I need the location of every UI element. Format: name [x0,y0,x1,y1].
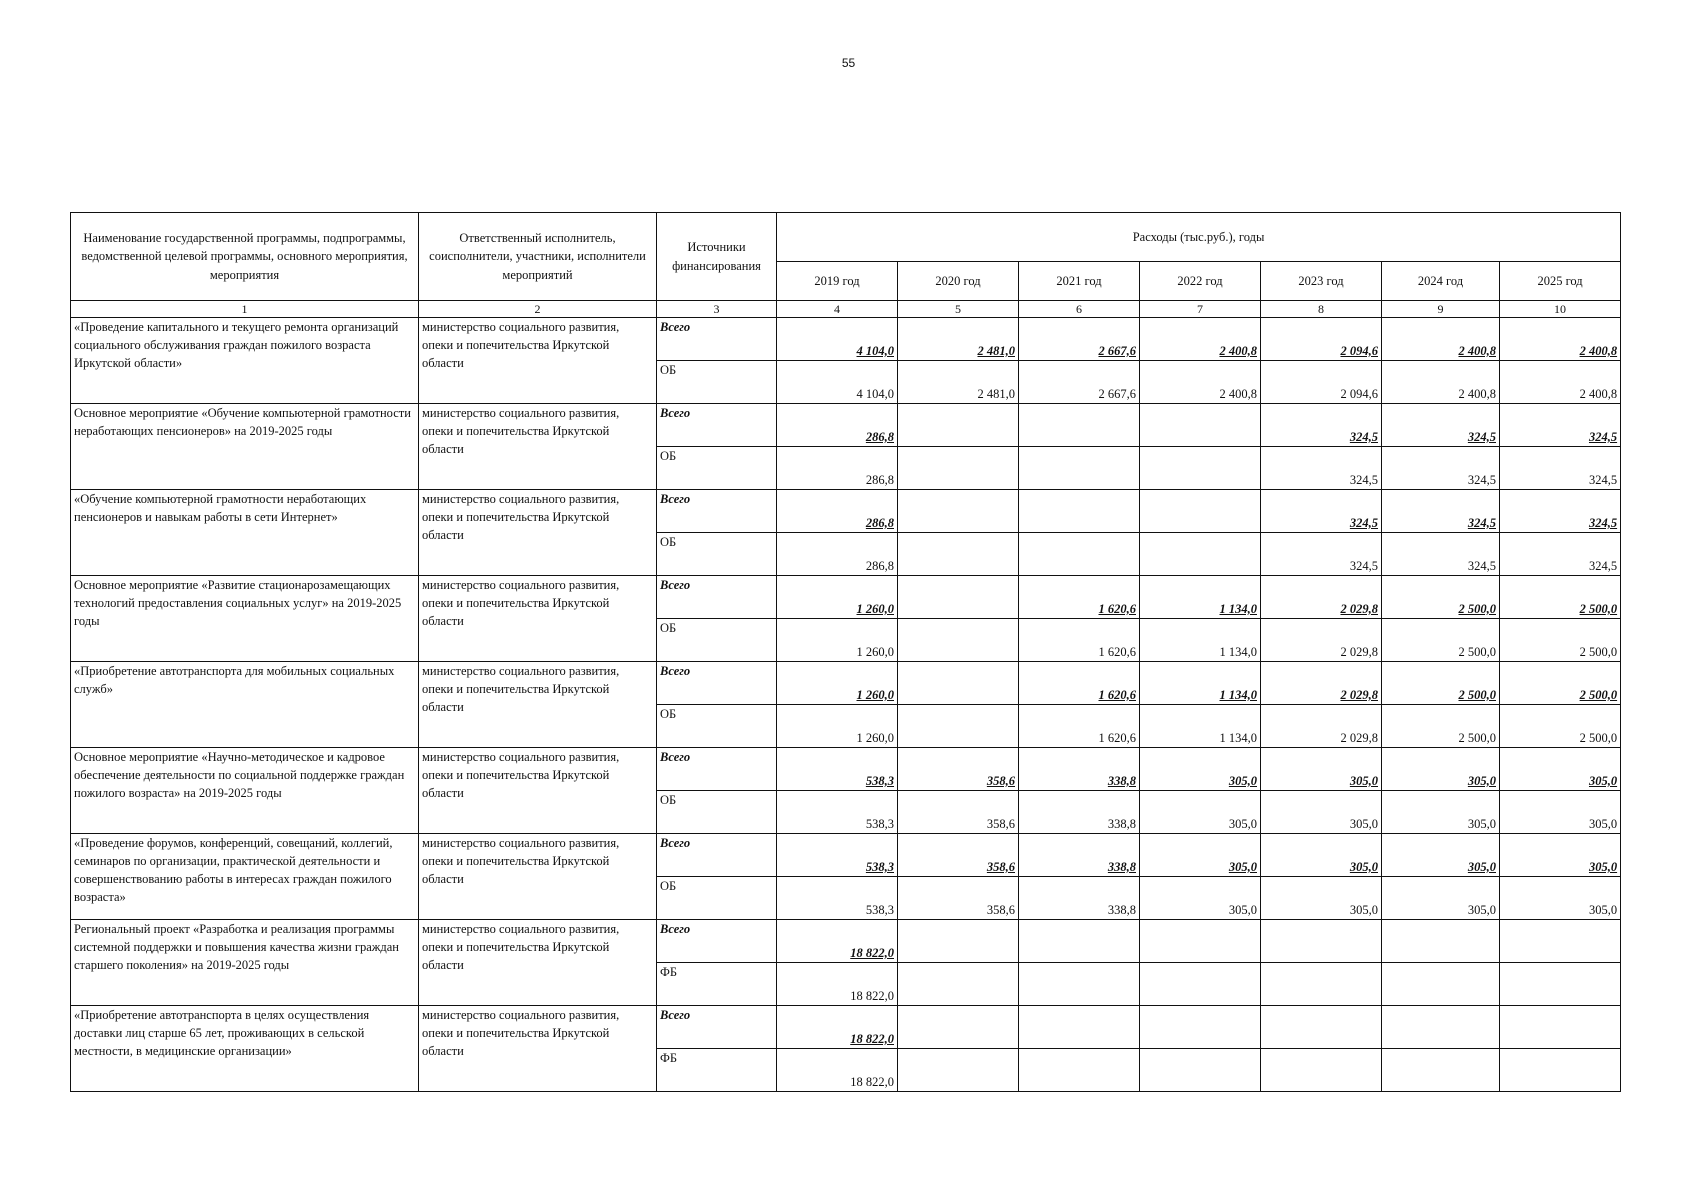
total-value: 324,5 [1500,404,1621,447]
responsible-executor: министерство социального развития, опеки и попечительства Иркутской области [419,920,657,1006]
total-value [1140,404,1261,447]
source-value [1019,963,1140,1006]
source-value: 538,3 [777,877,898,920]
year-header: 2019 год [777,262,898,301]
table-row-total [71,834,1621,877]
total-value: 324,5 [1261,490,1382,533]
total-value: 305,0 [1261,748,1382,791]
total-value: 324,5 [1261,404,1382,447]
column-number: 4 [777,301,898,318]
column-number: 8 [1261,301,1382,318]
funding-total-label: Всего [657,834,777,877]
total-value [1500,1006,1621,1049]
source-value: 324,5 [1382,533,1500,576]
responsible-executor: министерство социального развития, опеки и попечительства Иркутской области [419,490,657,576]
total-value: 4 104,0 [777,318,898,361]
total-value [1019,920,1140,963]
table-row-total [71,920,1621,963]
source-value: 1 620,6 [1019,619,1140,662]
total-value: 2 500,0 [1382,576,1500,619]
funding-source-label: ФБ [657,963,777,1006]
source-value: 324,5 [1261,533,1382,576]
total-value [898,576,1019,619]
header-expenses: Расходы (тыс.руб.), годы [777,213,1621,262]
column-number: 1 [71,301,419,318]
total-value: 2 500,0 [1382,662,1500,705]
funding-total-label: Всего [657,576,777,619]
source-value: 2 500,0 [1382,705,1500,748]
source-value: 2 500,0 [1500,619,1621,662]
responsible-executor: министерство социального развития, опеки и попечительства Иркутской области [419,662,657,748]
activity-name: Региональный проект «Разработка и реализация программы системной поддержки и повышения качества жизни граждан старшего поколения» на 2019-2025 годы [71,920,419,1006]
source-value: 1 620,6 [1019,705,1140,748]
activity-name: Основное мероприятие «Обучение компьютерной грамотности неработающих пенсионеров» на 2019-2025 годы [71,404,419,490]
total-value: 2 500,0 [1500,662,1621,705]
source-value: 18 822,0 [777,963,898,1006]
column-number: 3 [657,301,777,318]
header-source: Источники финансирования [657,213,777,301]
responsible-executor: министерство социального развития, опеки и попечительства Иркутской области [419,834,657,920]
total-value: 305,0 [1500,748,1621,791]
table-row-total [71,662,1621,705]
source-value: 2 029,8 [1261,705,1382,748]
year-header: 2020 год [898,262,1019,301]
responsible-executor: министерство социального развития, опеки и попечительства Иркутской области [419,318,657,404]
total-value: 324,5 [1382,490,1500,533]
year-header: 2025 год [1500,262,1621,301]
source-value: 2 029,8 [1261,619,1382,662]
source-value: 338,8 [1019,791,1140,834]
source-value [1140,447,1261,490]
column-number: 5 [898,301,1019,318]
total-value [1140,490,1261,533]
activity-name: «Проведение форумов, конференций, совещаний, коллегий, семинаров по организации, практической деятельности и совершенствованию работы в интересах граждан пожилого возраста» [71,834,419,920]
total-value: 2 400,8 [1382,318,1500,361]
funding-total-label: Всего [657,748,777,791]
source-value [1382,1049,1500,1092]
source-value: 2 500,0 [1500,705,1621,748]
source-value: 305,0 [1261,877,1382,920]
funding-source-label: ОБ [657,533,777,576]
activity-name: Основное мероприятие «Развитие стационарозамещающих технологий предоставления социальных услуг» на 2019-2025 годы [71,576,419,662]
budget-table [70,212,1621,1092]
source-value [898,705,1019,748]
total-value: 338,8 [1019,748,1140,791]
source-value: 305,0 [1261,791,1382,834]
source-value: 286,8 [777,533,898,576]
source-value: 324,5 [1382,447,1500,490]
source-value: 305,0 [1140,791,1261,834]
source-value [898,533,1019,576]
table-row-total [71,576,1621,619]
source-value: 338,8 [1019,877,1140,920]
total-value: 305,0 [1261,834,1382,877]
total-value: 305,0 [1140,748,1261,791]
total-value: 18 822,0 [777,1006,898,1049]
total-value: 324,5 [1382,404,1500,447]
activity-name: «Проведение капитального и текущего ремонта организаций социального обслуживания граждан пожилого возраста Иркутской области» [71,318,419,404]
source-value: 2 500,0 [1382,619,1500,662]
source-value [1261,963,1382,1006]
source-value: 1 134,0 [1140,619,1261,662]
total-value: 305,0 [1500,834,1621,877]
activity-name: Основное мероприятие «Научно-методическое и кадровое обеспечение деятельности по социальной поддержке граждан пожилого возраста» на 2019-2025 годы [71,748,419,834]
header-name: Наименование государственной программы, подпрограммы, ведомственной целевой программы, основного мероприятия, мероприятия [71,213,419,301]
funding-source-label: ОБ [657,705,777,748]
total-value [1140,920,1261,963]
source-value: 1 260,0 [777,619,898,662]
source-value [1019,1049,1140,1092]
source-value: 2 667,6 [1019,361,1140,404]
source-value: 2 094,6 [1261,361,1382,404]
total-value: 1 620,6 [1019,662,1140,705]
source-value: 305,0 [1140,877,1261,920]
total-value: 286,8 [777,490,898,533]
total-value [1382,1006,1500,1049]
total-value: 1 134,0 [1140,662,1261,705]
total-value: 358,6 [898,834,1019,877]
funding-source-label: ОБ [657,361,777,404]
source-value [1382,963,1500,1006]
total-value: 358,6 [898,748,1019,791]
total-value: 2 029,8 [1261,576,1382,619]
source-value [1140,533,1261,576]
source-value: 2 400,8 [1140,361,1261,404]
source-value: 305,0 [1500,791,1621,834]
column-number: 6 [1019,301,1140,318]
table-row-total [71,404,1621,447]
responsible-executor: министерство социального развития, опеки и попечительства Иркутской области [419,576,657,662]
total-value [1500,920,1621,963]
source-value [898,963,1019,1006]
responsible-executor: министерство социального развития, опеки и попечительства Иркутской области [419,748,657,834]
total-value: 324,5 [1500,490,1621,533]
source-value [1140,963,1261,1006]
source-value: 1 260,0 [777,705,898,748]
funding-total-label: Всего [657,318,777,361]
total-value: 305,0 [1382,834,1500,877]
total-value: 2 667,6 [1019,318,1140,361]
total-value [898,490,1019,533]
source-value: 2 400,8 [1500,361,1621,404]
year-header: 2024 год [1382,262,1500,301]
total-value: 305,0 [1382,748,1500,791]
total-value: 338,8 [1019,834,1140,877]
total-value: 2 481,0 [898,318,1019,361]
source-value [1500,963,1621,1006]
source-value [1261,1049,1382,1092]
total-value [1140,1006,1261,1049]
funding-total-label: Всего [657,490,777,533]
source-value: 324,5 [1500,447,1621,490]
column-number: 2 [419,301,657,318]
table-row-total [71,490,1621,533]
total-value: 538,3 [777,834,898,877]
source-value [898,447,1019,490]
total-value: 305,0 [1140,834,1261,877]
total-value: 1 260,0 [777,576,898,619]
source-value [1140,1049,1261,1092]
page-number: 55 [841,56,856,70]
total-value: 2 400,8 [1500,318,1621,361]
column-number: 9 [1382,301,1500,318]
column-number-row [71,301,1621,318]
source-value: 18 822,0 [777,1049,898,1092]
source-value: 2 400,8 [1382,361,1500,404]
source-value [1019,447,1140,490]
funding-source-label: ОБ [657,791,777,834]
activity-name: «Приобретение автотранспорта в целях осуществления доставки лиц старше 65 лет, проживающих в сельской местности, в медицинские организации» [71,1006,419,1092]
total-value [898,920,1019,963]
source-value: 305,0 [1382,877,1500,920]
source-value: 324,5 [1261,447,1382,490]
source-value: 305,0 [1382,791,1500,834]
total-value: 2 400,8 [1140,318,1261,361]
funding-total-label: Всего [657,1006,777,1049]
year-header: 2023 год [1261,262,1382,301]
source-value: 538,3 [777,791,898,834]
source-value: 1 134,0 [1140,705,1261,748]
funding-total-label: Всего [657,920,777,963]
source-value [898,619,1019,662]
source-value: 358,6 [898,877,1019,920]
year-header: 2021 год [1019,262,1140,301]
total-value [1382,920,1500,963]
source-value [1500,1049,1621,1092]
source-value: 4 104,0 [777,361,898,404]
total-value [1019,490,1140,533]
column-number: 7 [1140,301,1261,318]
source-value [898,1049,1019,1092]
total-value: 2 029,8 [1261,662,1382,705]
source-value: 2 481,0 [898,361,1019,404]
table-row-total [71,748,1621,791]
funding-source-label: ФБ [657,1049,777,1092]
total-value: 18 822,0 [777,920,898,963]
activity-name: «Обучение компьютерной грамотности неработающих пенсионеров и навыкам работы в сети Интернет» [71,490,419,576]
total-value [898,404,1019,447]
source-value [1019,533,1140,576]
total-value: 2 094,6 [1261,318,1382,361]
responsible-executor: министерство социального развития, опеки и попечительства Иркутской области [419,1006,657,1092]
total-value: 1 134,0 [1140,576,1261,619]
table-row-total [71,318,1621,361]
total-value: 1 260,0 [777,662,898,705]
funding-source-label: ОБ [657,447,777,490]
column-number: 10 [1500,301,1621,318]
funding-total-label: Всего [657,404,777,447]
total-value [898,662,1019,705]
funding-source-label: ОБ [657,877,777,920]
source-value: 324,5 [1500,533,1621,576]
total-value: 2 500,0 [1500,576,1621,619]
funding-total-label: Всего [657,662,777,705]
funding-source-label: ОБ [657,619,777,662]
source-value: 305,0 [1500,877,1621,920]
total-value [1261,1006,1382,1049]
source-value: 358,6 [898,791,1019,834]
source-value: 286,8 [777,447,898,490]
total-value [1019,404,1140,447]
total-value [1019,1006,1140,1049]
total-value: 538,3 [777,748,898,791]
total-value: 1 620,6 [1019,576,1140,619]
total-value: 286,8 [777,404,898,447]
total-value [898,1006,1019,1049]
year-header: 2022 год [1140,262,1261,301]
header-executor: Ответственный исполнитель, соисполнители, участники, исполнители мероприятий [419,213,657,301]
total-value [1261,920,1382,963]
activity-name: «Приобретение автотранспорта для мобильных социальных служб» [71,662,419,748]
responsible-executor: министерство социального развития, опеки и попечительства Иркутской области [419,404,657,490]
table-row-total [71,1006,1621,1049]
